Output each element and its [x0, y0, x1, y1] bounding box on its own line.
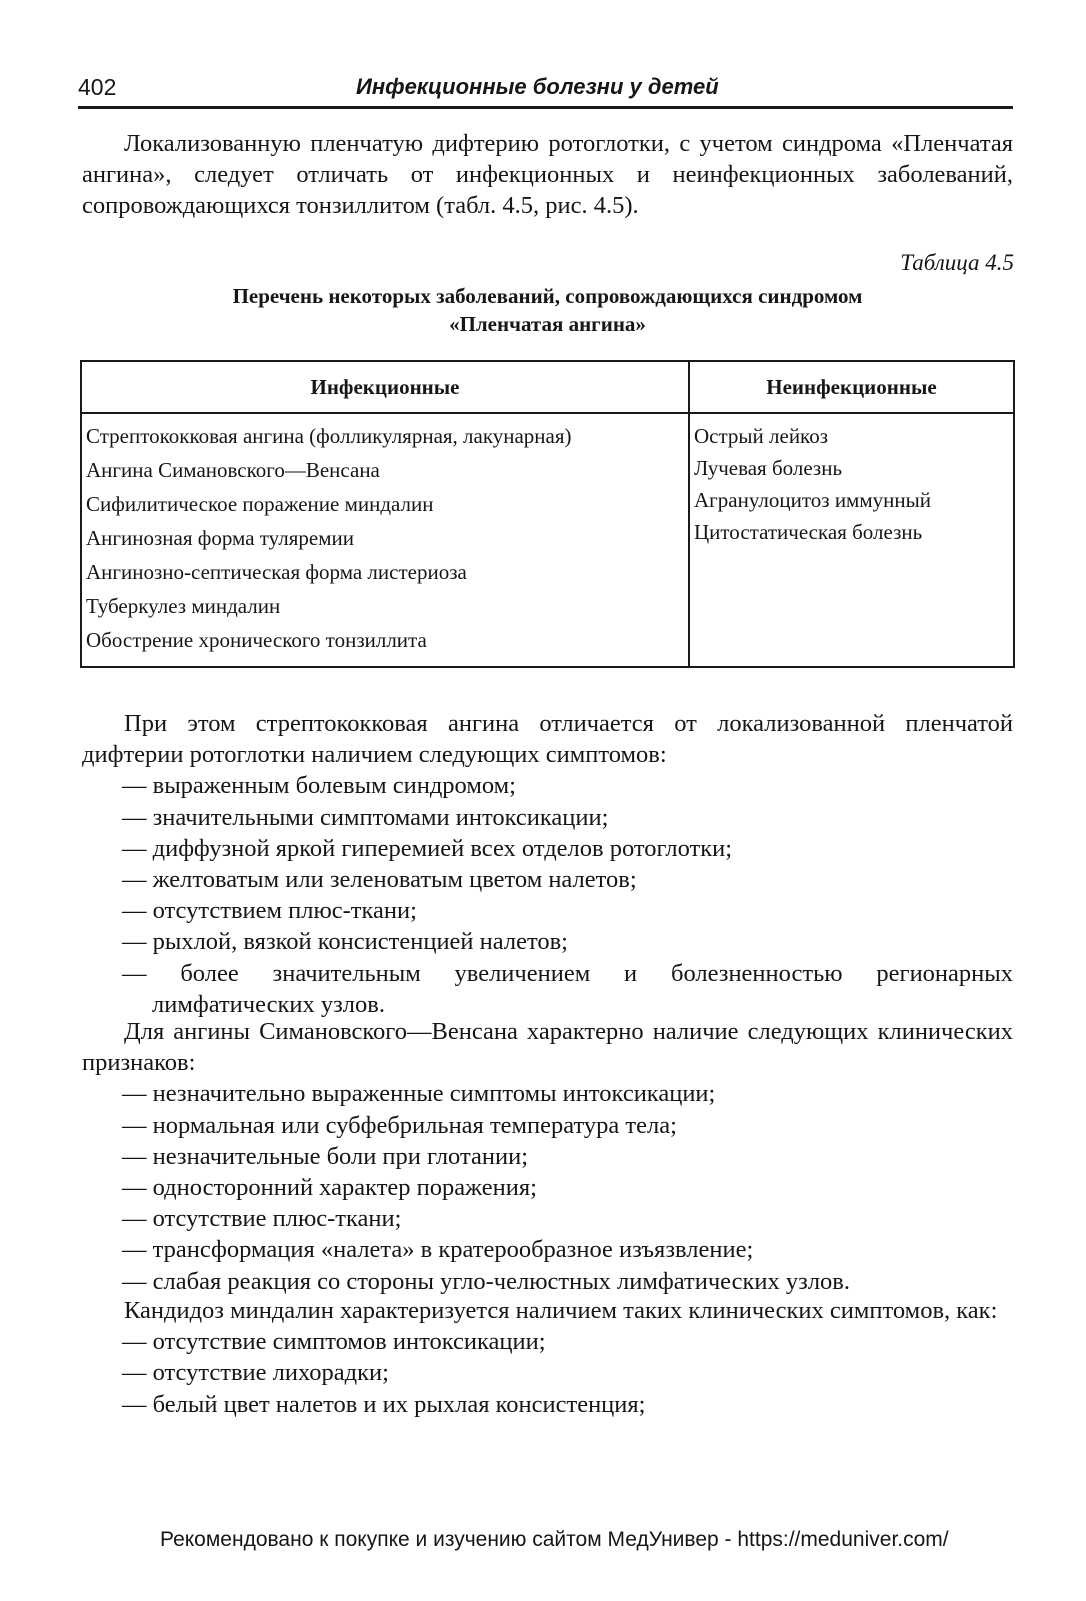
header-rule	[78, 106, 1013, 109]
list-item: Агранулоцитоз иммунный	[694, 488, 931, 512]
col-header-noninfectious: Неинфекционные	[689, 361, 1014, 413]
list-item: — незначительные боли при глотании;	[122, 1142, 529, 1170]
list-item: Ангинозно-септическая форма листериоза	[86, 560, 467, 584]
list-item: — значительными симптомами интоксикации;	[122, 803, 609, 831]
list-item: — незначительно выраженные симптомы интоксикации;	[122, 1080, 716, 1108]
list-item: — более значительным увеличением и болезненностью регионарных лимфатических узлов.	[122, 959, 1013, 1018]
list-item: Цитостатическая болезнь	[694, 520, 923, 544]
running-header	[78, 70, 1013, 106]
list-item: Лучевая болезнь	[694, 456, 843, 480]
section-candidiasis	[82, 1295, 1013, 1420]
list-item: — односторонний характер поражения;	[122, 1174, 537, 1202]
list-item: Ангинозная форма туляремии	[86, 526, 354, 550]
list-item: — отсутствие симптомов интоксикации;	[122, 1328, 546, 1356]
page-number: 402	[78, 74, 117, 100]
footer-note: Рекомендовано к покупке и изучению сайтом МедУнивер - https://meduniver.com/	[160, 1528, 949, 1551]
list-item: — отсутствие плюс-ткани;	[122, 1205, 402, 1233]
list-item: Туберкулез миндалин	[86, 594, 281, 618]
section-lead: При этом стрептококковая ангина отличается от локализованной пленчатой дифтерии ротоглотки наличием следующих симптомов:	[82, 710, 1013, 769]
noninfectious-cell	[689, 413, 1014, 667]
intro-text: Локализованную пленчатую дифтерию ротоглотки, с учетом синдрома «Пленчатая ангина», следует отличать от инфекционных и неинфекционных заболеваний, сопровождающихся тонзиллитом (табл. 4.5, рис. 4.5).	[82, 130, 1013, 220]
list-item: Ангина Симановского—Венсана	[86, 458, 380, 482]
table-caption: Таблица 4.5	[900, 250, 1014, 275]
intro-paragraph	[82, 128, 1013, 222]
section-vincent	[82, 1016, 1013, 1297]
section-strep	[82, 708, 1013, 1020]
section-lead: Кандидоз миндалин характеризуется наличием таких клинических симптомов, как:	[124, 1297, 998, 1324]
table-body-row	[81, 413, 1014, 667]
list-item: Обострение хронического тонзиллита	[86, 628, 427, 652]
running-title: Инфекционные болезни у детей	[356, 74, 719, 99]
list-item: — рыхлой, вязкой консистенцией налетов;	[122, 928, 568, 956]
table-header-row	[81, 361, 1014, 413]
list-item: Сифилитическое поражение миндалин	[86, 492, 434, 516]
list-item: Стрептококковая ангина (фолликулярная, лакунарная)	[86, 424, 572, 448]
section-lead: Для ангины Симановского—Венсана характерно наличие следующих клинических признаков:	[82, 1018, 1013, 1077]
table-title-line2: «Пленчатая ангина»	[449, 312, 646, 336]
list-item: — отсутствием плюс-ткани;	[122, 897, 417, 925]
list-item: — нормальная или субфебрильная температура тела;	[122, 1111, 677, 1139]
col-header-infectious: Инфекционные	[81, 361, 689, 413]
list-item: — отсутствие лихорадки;	[122, 1359, 389, 1387]
list-item: — трансформация «налета» в кратерообразное изъязвление;	[122, 1236, 754, 1264]
list-item: Острый лейкоз	[694, 424, 828, 448]
list-item: — выраженным болевым синдромом;	[122, 772, 516, 800]
table-title	[82, 282, 1013, 338]
table-title-line1: Перечень некоторых заболеваний, сопровождающихся синдромом	[232, 284, 863, 308]
diseases-table	[80, 360, 1015, 668]
list-item: — желтоватым или зеленоватым цветом налетов;	[122, 866, 637, 894]
infectious-cell	[81, 413, 689, 667]
list-item: — слабая реакция со стороны угло-челюстных лимфатических узлов.	[122, 1267, 850, 1295]
list-item: — белый цвет налетов и их рыхлая консистенция;	[122, 1390, 646, 1418]
list-item: — диффузной яркой гиперемией всех отделов ротоглотки;	[122, 834, 733, 862]
